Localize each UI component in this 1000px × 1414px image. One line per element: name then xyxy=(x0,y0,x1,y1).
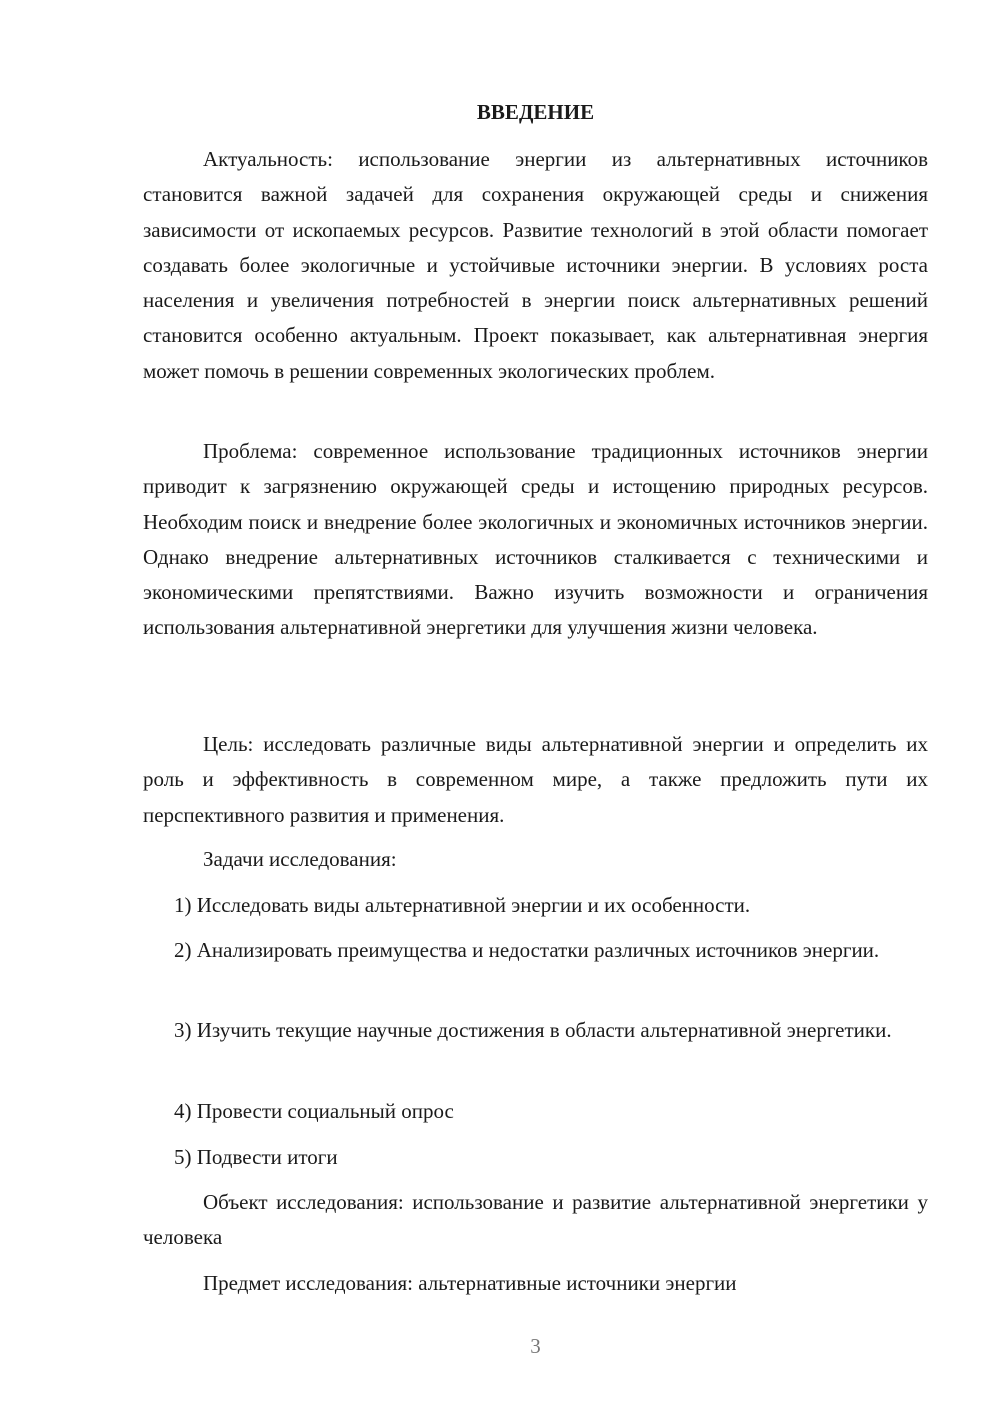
task-item-4: 4) Провести социальный опрос xyxy=(174,1099,454,1123)
task-item-5: 5) Подвести итоги xyxy=(174,1145,338,1169)
object-paragraph: Объект исследования: использование и развитие альтернативной энергетики у человека xyxy=(143,1190,928,1250)
subject-paragraph: Предмет исследования: альтернативные источники энергии xyxy=(203,1271,737,1295)
task-item-2: 2) Анализировать преимущества и недостатки различных источников энергии. xyxy=(174,938,880,962)
problem-paragraph: Проблема: современное использование традиционных источников энергии приводит к загрязнению окружающей среды и истощению природных ресурсов. Необходим поиск и внедрение более экологичных и экономичных источников энергии. Однако внедрение альтернативных источников сталкивается с техническими и экономическими препятствиями. Важно изучить возможности и ограничения использования альтернативной энергетики для улучшения жизни человека. xyxy=(143,439,928,640)
section-heading: ВВЕДЕНИЕ xyxy=(476,100,595,124)
relevance-paragraph: Актуальность: использование энергии из альтернативных источников становится важной задачей для сохранения окружающей среды и снижения зависимости от ископаемых ресурсов. Развитие технологий в этой области помогает создавать более экологичные и устойчивые источники энергии. В условиях роста населения и увеличения потребностей в энергии поиск альтернативных решений становится особенно актуальным. Проект показывает, как альтернативная энергия может помочь в решении современных экологических проблем. xyxy=(143,147,928,383)
tasks-heading: Задачи исследования: xyxy=(203,847,397,871)
task-item-1: 1) Исследовать виды альтернативной энергии и их особенности. xyxy=(174,893,751,917)
task-item-3: 3) Изучить текущие научные достижения в области альтернативной энергетики. xyxy=(174,1018,892,1042)
goal-paragraph: Цель: исследовать различные виды альтернативной энергии и определить их роль и эффективность в современном мире, а также предложить пути их перспективного развития и применения. xyxy=(143,732,928,827)
page-number: 3 xyxy=(530,1334,541,1358)
